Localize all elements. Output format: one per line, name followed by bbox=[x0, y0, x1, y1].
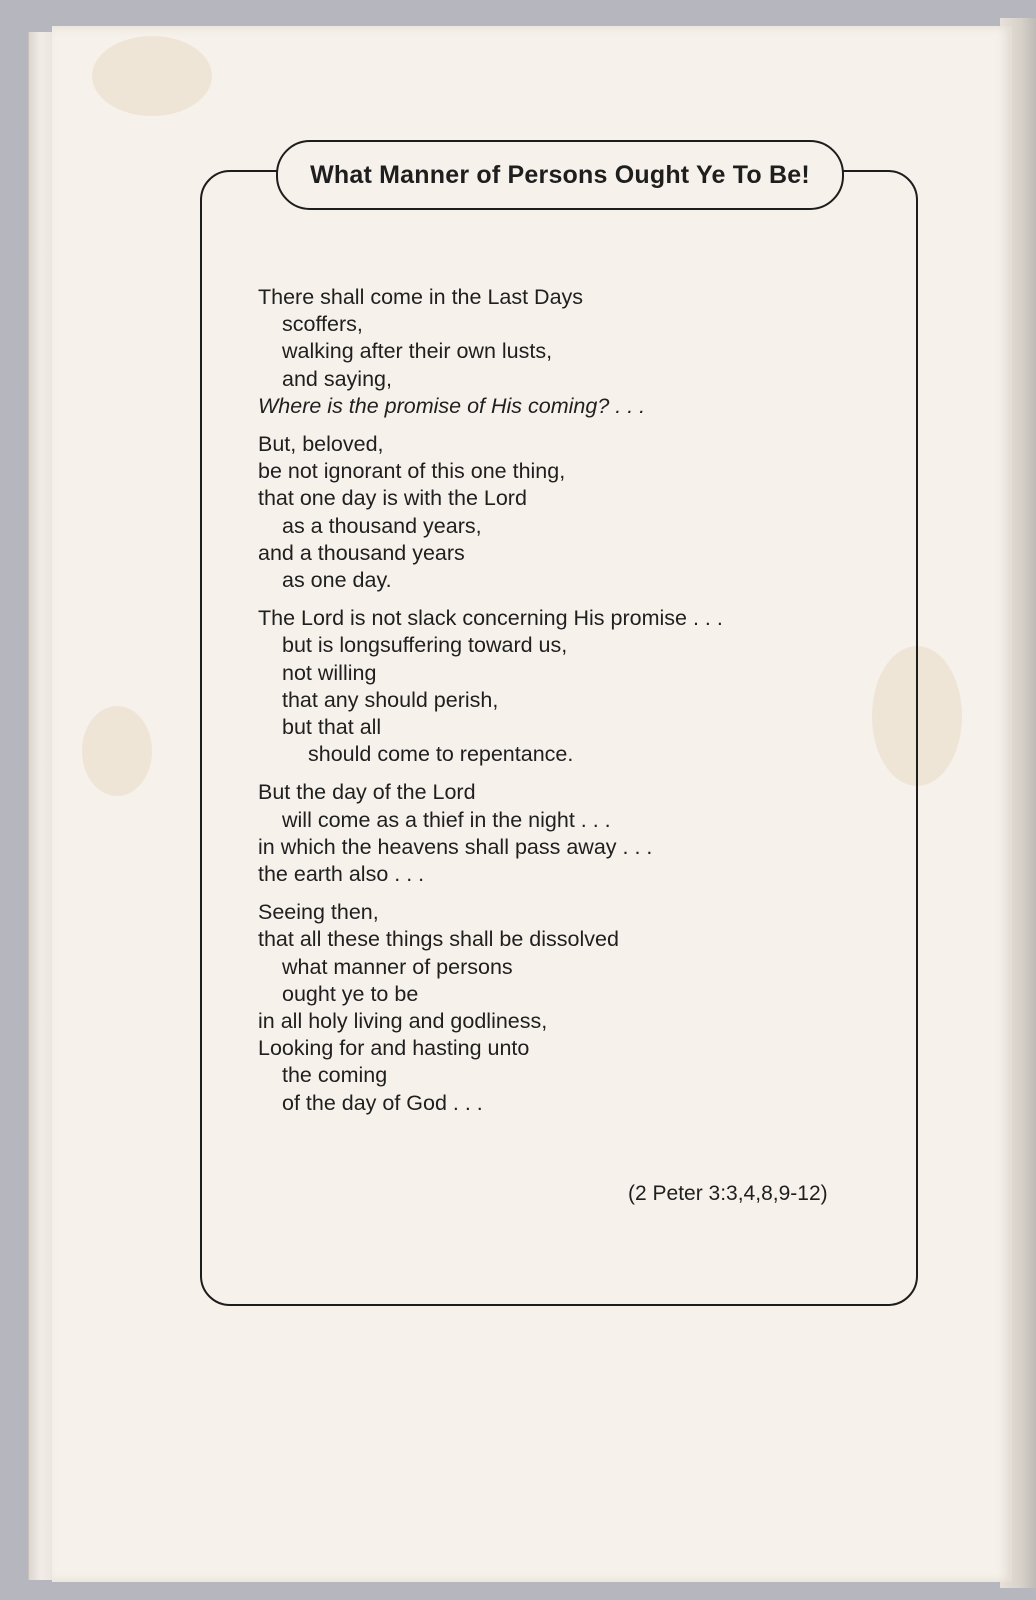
verse-line: of the day of God . . . bbox=[282, 1090, 483, 1115]
verse-line: scoffers, bbox=[282, 312, 363, 337]
scripture-reference: (2 Peter 3:3,4,8,9-12) bbox=[628, 1182, 828, 1205]
verse-line: that one day is with the Lord bbox=[258, 486, 527, 511]
page-title: What Manner of Persons Ought Ye To Be! bbox=[310, 160, 810, 189]
verse-line: the earth also . . . bbox=[258, 862, 425, 887]
verse-line: and a thousand years bbox=[258, 540, 465, 565]
verse-line: what manner of persons bbox=[282, 954, 513, 979]
verse-line: that all these things shall be dissolved bbox=[258, 927, 619, 952]
verse-line: will come as a thief in the night . . . bbox=[282, 807, 611, 832]
verse-line: Looking for and hasting unto bbox=[258, 1036, 530, 1061]
verse-line: as a thousand years, bbox=[282, 513, 482, 538]
verse-line: be not ignorant of this one thing, bbox=[258, 459, 566, 484]
verse-line: but is longsuffering toward us, bbox=[282, 633, 568, 658]
verse-line: should come to repentance. bbox=[308, 742, 574, 767]
title-banner bbox=[276, 140, 844, 210]
verse-line: The Lord is not slack concerning His promise . . . bbox=[258, 606, 723, 631]
stanza bbox=[258, 779, 858, 888]
paper-stain bbox=[82, 706, 152, 796]
paper-stain bbox=[92, 36, 212, 116]
verse-line: ought ye to be bbox=[282, 981, 419, 1006]
verse-line: the coming bbox=[282, 1063, 388, 1088]
verse-line: in which the heavens shall pass away . . . bbox=[258, 834, 653, 859]
verse-line: walking after their own lusts, bbox=[282, 339, 553, 364]
verse-line: not willing bbox=[282, 660, 377, 685]
stanza bbox=[258, 899, 858, 1117]
stanza bbox=[258, 284, 858, 420]
verse-line: but that all bbox=[282, 715, 382, 740]
stanza bbox=[258, 431, 858, 594]
verse-line: and saying, bbox=[282, 366, 392, 391]
verse-body bbox=[258, 284, 858, 1128]
verse-line: that any should perish, bbox=[282, 687, 499, 712]
verse-line: There shall come in the Last Days bbox=[258, 285, 584, 309]
verse-line: Where is the promise of His coming? . . . bbox=[258, 393, 646, 418]
verse-line: But, beloved, bbox=[258, 432, 384, 457]
verse-line: Seeing then, bbox=[258, 900, 379, 925]
verse-line: in all holy living and godliness, bbox=[258, 1009, 548, 1034]
verse-line: as one day. bbox=[282, 568, 392, 593]
stanza bbox=[258, 605, 858, 768]
verse-line: But the day of the Lord bbox=[258, 780, 476, 805]
